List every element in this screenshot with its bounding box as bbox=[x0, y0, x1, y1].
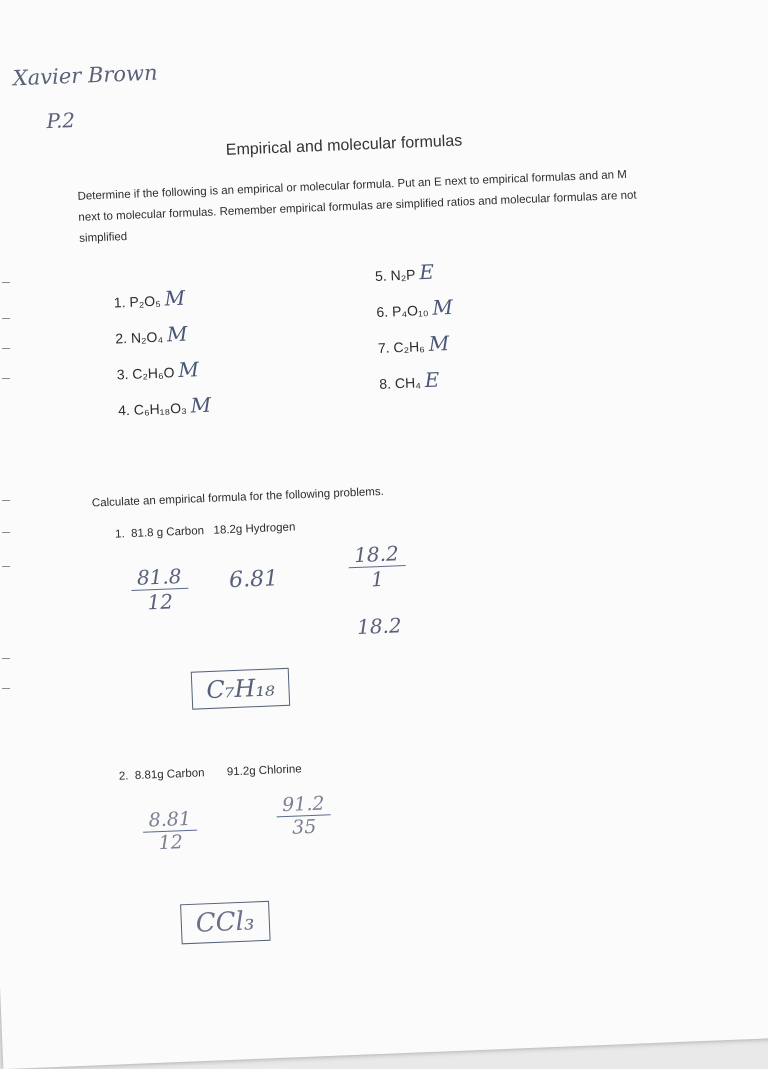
list-item: 4. C₆H₁₈O₃ M bbox=[117, 392, 212, 419]
work-result: 6.81 bbox=[228, 566, 279, 594]
student-period: P.2 bbox=[46, 107, 76, 134]
answer-mark: E bbox=[418, 259, 435, 285]
list-item: 2. N₂O₄ M bbox=[114, 321, 188, 347]
list-item: 3. C₂H₆O M bbox=[116, 357, 200, 383]
final-answer-box: C₇H₁₈ bbox=[191, 668, 291, 710]
work-fraction: $\frac{81.8}{12}$ bbox=[130, 564, 188, 615]
answer-mark: M bbox=[166, 321, 188, 347]
instructions: Determine if the following is an empirical or molecular formula. Put an E next to empirical formulas and an M next to molecular formulas. Remember empirical formulas are simplified ratios and molecular formulas are not simplified bbox=[77, 168, 637, 245]
answer-mark: E bbox=[424, 367, 440, 393]
page-title: Empirical and molecular formulas bbox=[225, 132, 463, 159]
list-item: 7. C₂H₆ M bbox=[377, 331, 450, 356]
student-name: Xavier Brown bbox=[12, 60, 158, 91]
work-result: 18.2 bbox=[356, 613, 403, 640]
answer-mark: M bbox=[177, 357, 200, 382]
answer-mark: M bbox=[431, 294, 454, 320]
problem-2: 2. 8.81g Carbon 91.2g Chlorine bbox=[118, 763, 302, 783]
section-heading: Calculate an empirical formula for the following problems. bbox=[91, 485, 385, 510]
problem-1: 1. 81.8 g Carbon 18.2g Hydrogen bbox=[114, 521, 296, 541]
list-item: 6. P₄O₁₀ M bbox=[376, 294, 454, 320]
list-item: 8. CH₄ E bbox=[379, 367, 440, 393]
list-item: 5. N₂P E bbox=[374, 259, 435, 285]
final-answer-box: CCl₃ bbox=[180, 901, 270, 945]
work-fraction: $\frac{18.2}{1}$ bbox=[348, 541, 406, 592]
list-item: 1. P₂O₅ M bbox=[113, 285, 186, 311]
work-fraction: $\frac{8.81}{12}$ bbox=[142, 808, 198, 855]
answer-mark: M bbox=[164, 285, 186, 311]
work-fraction: $\frac{91.2}{35}$ bbox=[276, 792, 332, 839]
answer-mark: M bbox=[428, 331, 450, 356]
answer-mark: M bbox=[190, 392, 212, 418]
